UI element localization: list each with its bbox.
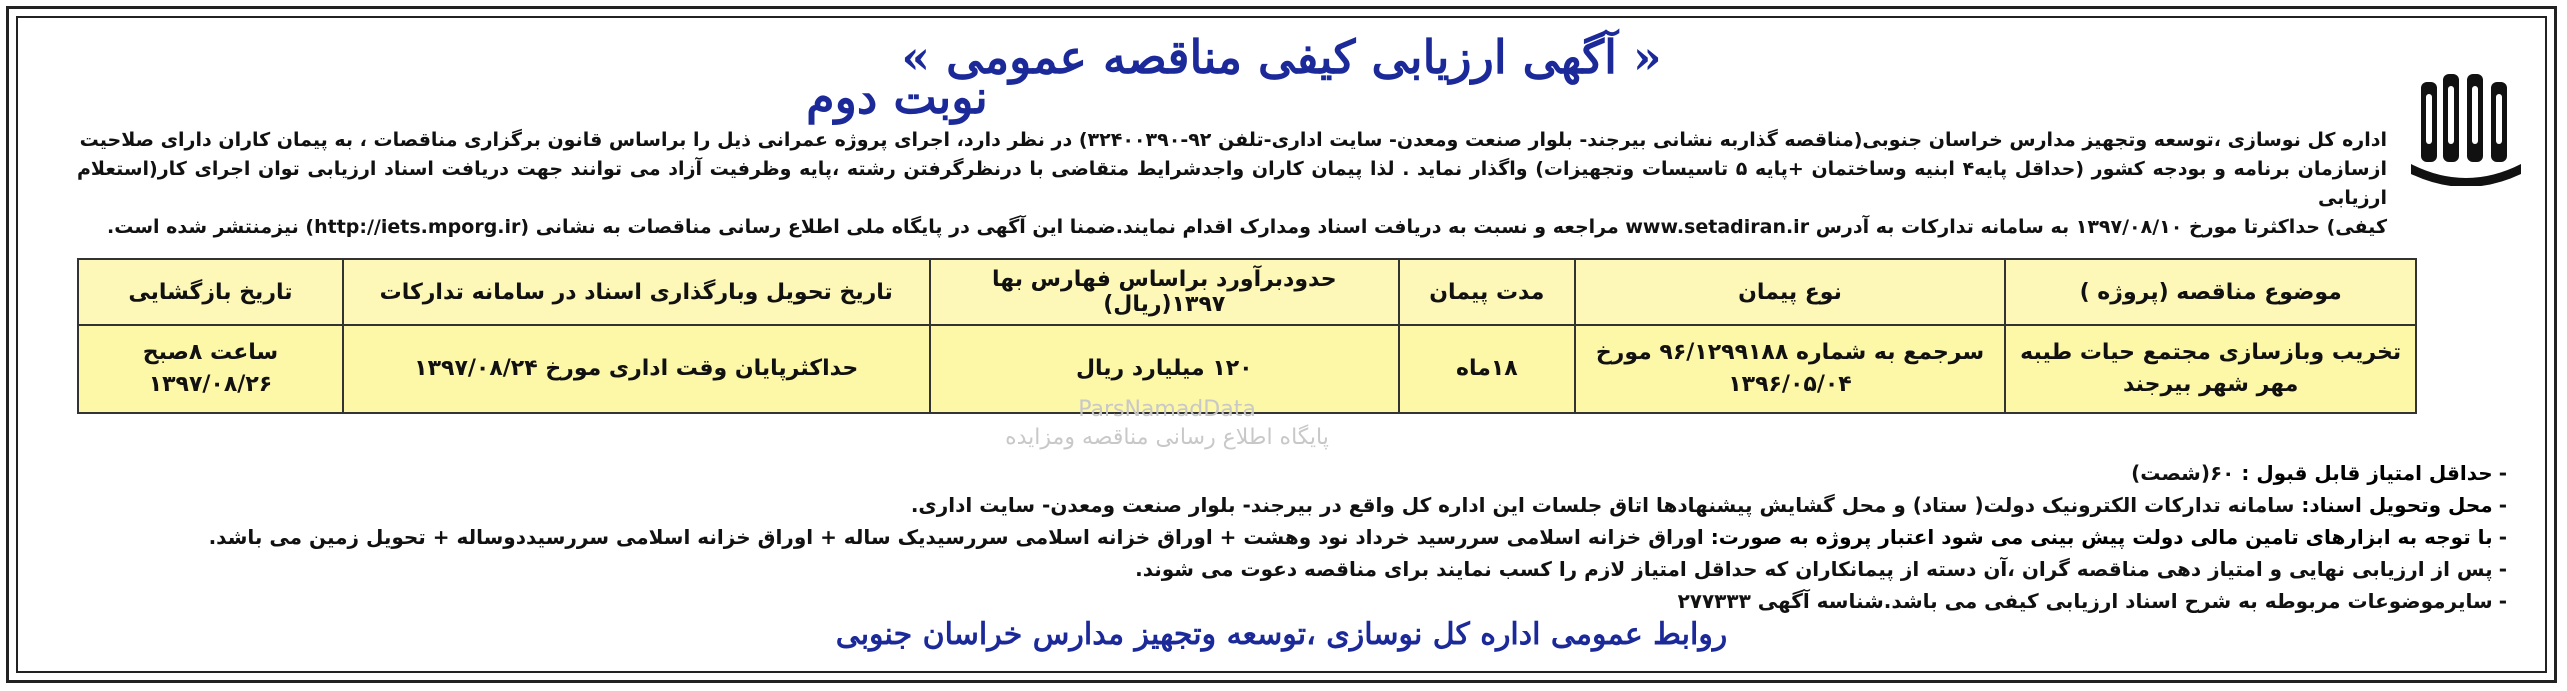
header-contract-type: نوع پیمان xyxy=(1575,259,2006,325)
cell-opening xyxy=(78,325,343,413)
note-4-text: پس از ارزیابی نهایی و امتیاز دهی مناقصه گران ،آن دسته از پیمانکاران که حداقل امتیاز لازم را کسب نمایند برای مناقصه دعوت می شوند. xyxy=(1135,557,2493,581)
notes-list xyxy=(47,457,2507,617)
intro-line-1: اداره کل نوسازی ،توسعه وتجهیز مدارس خراسان جنوبی(مناقصه گذاربه نشانی بیرجند- بلوار صنعت ومعدن- سایت اداری-تلفن ۹۲-۳۲۴۰۰۳۹۰) در نظر دارد، اجرای پروژه عمرانی ذیل را براساس قانون برگزاری مناقصات ، به پیمان کاران دارای صلاحیت xyxy=(79,129,2387,151)
note-2-text: سامانه تدارکات الکترونیک دولت( ستاد) و محل گشایش پیشنهادها اتاق جلسات این اداره کل واقع در بیرجند- بلوار صنعت ومعدن- سایت اداری. xyxy=(910,493,2295,517)
announcement-title: « آگهی ارزیابی کیفی مناقصه عمومی » xyxy=(901,30,1662,84)
list-item: -پس از ارزیابی نهایی و امتیاز دهی مناقصه گران ،آن دسته از پیمانکاران که حداقل امتیاز لازم را کسب نمایند برای مناقصه دعوت می شوند. xyxy=(1135,557,2507,581)
footer-signature: روابط عمومی اداره کل نوسازی ،توسعه وتجهیز مدارس خراسان جنوبی xyxy=(835,617,1728,652)
watermark-line-2: پایگاه اطلاع رسانی مناقصه ومزایده xyxy=(1005,425,1329,450)
note-1-label: حداقل امتیاز قابل قبول : xyxy=(2241,461,2493,485)
intro-line-2: ازسازمان برنامه و بودجه کشور (حداقل پایه۴ ابنیه وساختمان +پایه ۵ تاسیسات وتجهیزات) واگذار نماید . لذا پیمان کاران واجدشرایط متقاضی با درنظرگرفتن رشته ،پایه وظرفیت آزاد می توانند جهت دریافت اسناد ارزیابی توان اجرای کار(استعلام ارزیابی xyxy=(77,158,2388,209)
announcement xyxy=(26,26,2537,663)
header-opening: تاریخ بازگشایی xyxy=(78,259,343,325)
watermark xyxy=(917,396,1417,452)
announcement-round: نوبت دوم xyxy=(806,70,988,124)
note-2-label: محل وتحویل اسناد: xyxy=(2301,493,2493,517)
list-item: -با توجه به ابزارهای تامین مالی دولت پیش بینی می شود اعتبار پروژه به صورت: اوراق خزانه اسلامی سررسید خرداد نود وهشت + اوراق خزانه اسلامی سررسیدیک ساله + اوراق خزانه اسلامی سررسیددوساله + تحویل زمین می باشد. xyxy=(208,525,2507,549)
list-item: -سایرموضوعات مربوطه به شرح اسناد ارزیابی کیفی می باشد.شناسه آگهی ۲۷۷۳۳۳ xyxy=(1677,589,2507,613)
note-3-label: با توجه به ابزارهای تامین مالی دولت پیش بینی می شود اعتبار پروژه به صورت: xyxy=(1710,525,2493,549)
header-subject: موضوع مناقصه (پروژه ) xyxy=(2005,259,2416,325)
list-item: -محل وتحویل اسناد: سامانه تدارکات الکترونیک دولت( ستاد) و محل گشایش پیشنهادها اتاق جلسات این اداره کل واقع در بیرجند- بلوار صنعت ومعدن- سایت اداری. xyxy=(910,493,2507,517)
intro-paragraph xyxy=(77,126,2387,242)
tender-table xyxy=(77,258,2417,414)
note-5-text: سایرموضوعات مربوطه به شرح اسناد ارزیابی کیفی می باشد.شناسه آگهی ۲۷۷۳۳۳ xyxy=(1677,589,2493,613)
list-item: -حداقل امتیاز قابل قبول : ۶۰(شصت) xyxy=(2131,461,2507,485)
cell-delivery: حداکثرپایان وقت اداری مورخ ۱۳۹۷/۰۸/۲۴ xyxy=(343,325,930,413)
cell-subject: تخریب وبازسازی مجتمع حیات طیبه مهر شهر بیرجند xyxy=(2005,325,2416,413)
cell-estimate: ۱۲۰ میلیارد ریال xyxy=(930,325,1400,413)
note-3-text: اوراق خزانه اسلامی سررسید خرداد نود وهشت + اوراق خزانه اسلامی سررسیدیک ساله + اوراق خزانه اسلامی سررسیددوساله + تحویل زمین می باشد. xyxy=(208,525,1704,549)
cell-contract-type: سرجمع به شماره ۹۶/۱۲۹۹۱۸۸ مورخ ۱۳۹۶/۰۵/۰۴ xyxy=(1575,325,2006,413)
note-1-text: ۶۰(شصت) xyxy=(2131,461,2235,485)
cell-duration: ۱۸ماه xyxy=(1399,325,1575,413)
header-delivery: تاریخ تحویل وبارگذاری اسناد در سامانه تدارکات xyxy=(343,259,930,325)
cell-opening-date: ۱۳۹۷/۰۸/۲۶ xyxy=(148,372,273,397)
cell-opening-time: ساعت ۸صبح xyxy=(142,340,279,365)
watermark-line-1: ParsNamadData xyxy=(1078,397,1256,422)
header-duration: مدت پیمان xyxy=(1399,259,1575,325)
intro-line-3: کیفی) حداکثرتا مورخ ۱۳۹۷/۰۸/۱۰ به سامانه تدارکات به آدرس www.setadiran.ir مراجعه و نسبت به دریافت اسناد ومدارک اقدام نمایند.ضمنا این آگهی در پایگاه ملی اطلاع رسانی مناقصات به نشانی (http://iets.mporg.ir) نیزمنتشر شده است. xyxy=(107,216,2387,238)
table-header-row xyxy=(78,259,2416,325)
header-estimate: حدودبرآورد براساس فهارس بها ۱۳۹۷(ریال) xyxy=(930,259,1400,325)
organization-logo-icon xyxy=(2407,74,2525,186)
